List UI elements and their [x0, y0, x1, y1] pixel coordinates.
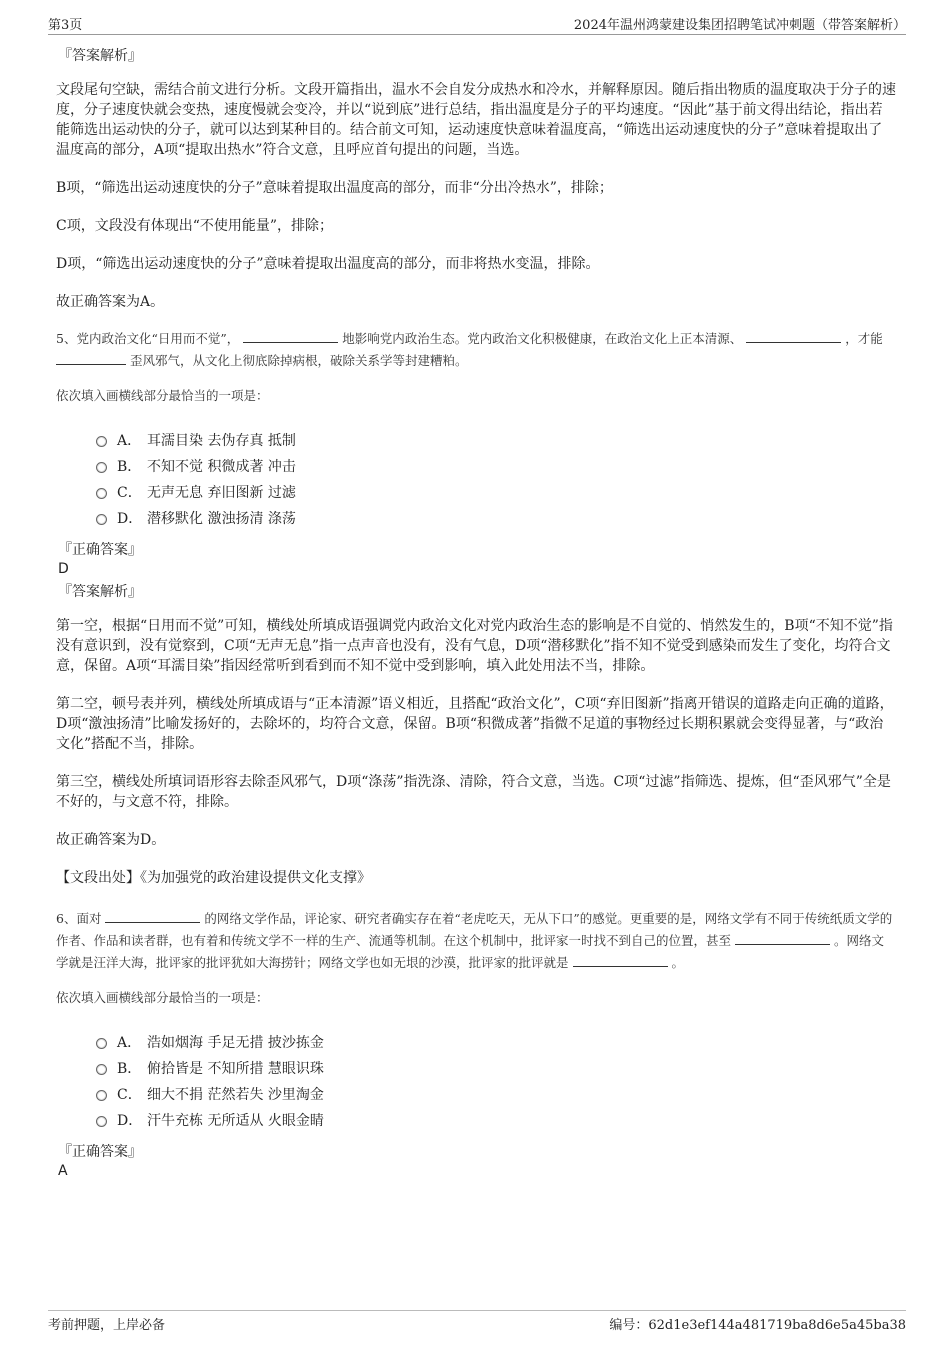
- radio-icon[interactable]: [96, 514, 107, 525]
- option-text: 汗牛充栋 无所适从 火眼金睛: [147, 1113, 324, 1129]
- radio-icon[interactable]: [96, 1064, 107, 1075]
- question-text: 。: [671, 955, 684, 970]
- analysis-label: 『答案解析』: [58, 48, 142, 64]
- radio-icon[interactable]: [96, 1038, 107, 1049]
- correct-answer-label: 『正确答案』: [58, 1144, 142, 1160]
- option-a[interactable]: [96, 428, 896, 454]
- radio-icon[interactable]: [96, 436, 107, 447]
- option-letter: C．: [117, 485, 142, 501]
- option-d[interactable]: [96, 1108, 896, 1134]
- correct-answer-label: 『正确答案』: [58, 542, 142, 558]
- option-text: 耳濡目染 去伪存真 抵制: [147, 433, 296, 449]
- document-id: 编号：62d1e3ef144a481719ba8d6e5a45ba38: [609, 1318, 906, 1333]
- question-text: 6、面对: [56, 911, 102, 926]
- document-body: [56, 46, 896, 1184]
- analysis-paragraph: 第二空，顿号表并列，横线处所填成语与“正本清源”语义相近，且搭配“政治文化”，C项“弃旧图新”指离开错误的道路走向正确的道路，D项“激浊扬清”比喻发扬好的，去除坏的，均符合文意，保留。B项“积微成著”指微不足道的事物经过长期积累就会变得显著，与“政治文化”搭配不当，排除。: [56, 696, 894, 752]
- analysis-paragraph: 文段尾句空缺，需结合前文进行分析。文段开篇指出，温水不会自发分成热水和冷水，并解释原因。随后指出物质的温度取决于分子的速度，分子速度快就会变热，速度慢就会变冷，并以“说到底”进行总结，指出温度是分子的平均速度。“因此”基于前文得出结论，指出若能筛选出运动快的分子，就可以达到某种目的。结合前文可知，运动速度快意味着温度高，“筛选出运动速度快的分子”意味着提取出了温度高的部分，A项“提取出热水”符合文意，且呼应首句提出的问题，当选。: [56, 82, 896, 158]
- question-5-options: [96, 428, 896, 532]
- option-text: 无声无息 弃旧图新 过滤: [147, 485, 296, 501]
- option-letter: B．: [117, 1061, 142, 1077]
- analysis-conclusion: 故正确答案为A。: [56, 294, 165, 310]
- radio-icon[interactable]: [96, 488, 107, 499]
- radio-icon[interactable]: [96, 1090, 107, 1101]
- page-header: [48, 12, 906, 35]
- option-letter: D．: [117, 511, 143, 527]
- question-text: 5、党内政治文化“日用而不觉”，: [56, 331, 240, 346]
- option-d[interactable]: [96, 506, 896, 532]
- footer-slogan: 考前押题，上岸必备: [48, 1318, 166, 1333]
- question-5-stem: [56, 328, 896, 372]
- question-text: 的网络文学作品，评论家、研究者确实存在着“老虎吃天，无从下口”的感觉。更重要的是，网络文学有不同于传统纸质文学的作者、作品和读者群，也有着和传统文学不一样的生产、流通等机制。在这个机制中，批评家一时找不到自己的位置，甚至: [56, 911, 893, 948]
- document-title: 2024年温州鸿蒙建设集团招聘笔试冲刺题（带答案解析）: [573, 18, 906, 33]
- correct-answer: A: [58, 1163, 68, 1179]
- option-b[interactable]: [96, 1056, 896, 1082]
- fill-blank: [56, 352, 126, 365]
- fill-blank: [105, 910, 200, 923]
- analysis-paragraph: C项，文段没有体现出“不使用能量”，排除；: [56, 218, 334, 234]
- page-footer: [48, 1310, 906, 1336]
- fill-blank: [243, 330, 338, 343]
- question-text: ，才能: [845, 331, 883, 346]
- correct-answer: D: [58, 561, 69, 577]
- analysis-paragraph: 第三空，横线处所填词语形容去除歪风邪气，D项“涤荡”指洗涤、清除，符合文意，当选。C项“过滤”指筛选、提炼，但“歪风邪气”全是不好的，与文意不符，排除。: [56, 774, 891, 810]
- option-text: 细大不捐 茫然若失 沙里淘金: [147, 1087, 324, 1103]
- option-letter: D．: [117, 1113, 143, 1129]
- analysis-label: 『答案解析』: [58, 584, 142, 600]
- fill-blank: [573, 954, 668, 967]
- fill-blank: [746, 330, 841, 343]
- question-text: 。网络文学就是汪洋大海，批评家的批评犹如大海捞针；网络文学也如无垠的沙漠，批评家的批评就是: [56, 933, 884, 970]
- option-c[interactable]: [96, 1082, 896, 1108]
- question-text: 地影响党内政治生态。党内政治文化积极健康，在政治文化上正本清源、: [342, 331, 743, 346]
- option-text: 俯拾皆是 不知所措 慧眼识珠: [147, 1061, 324, 1077]
- option-letter: A．: [117, 433, 142, 449]
- question-prompt: 依次填入画横线部分最恰当的一项是：: [56, 990, 269, 1005]
- analysis-paragraph: 第一空，根据“日用而不觉”可知，横线处所填成语强调党内政治文化对党内政治生态的影响是不自觉的、悄然发生的，B项“不知不觉”指没有意识到，没有觉察到，C项“无声无息”指一点声音也没有，没有气息，D项“潜移默化”指不知不觉受到感染而发生了变化，均符合文意，保留。A项“耳濡目染”指因经常听到看到而不知不觉中受到影响，填入此处用法不当，排除。: [56, 618, 893, 674]
- analysis-conclusion: 故正确答案为D。: [56, 832, 166, 848]
- radio-icon[interactable]: [96, 1116, 107, 1127]
- option-letter: C．: [117, 1087, 142, 1103]
- radio-icon[interactable]: [96, 462, 107, 473]
- option-c[interactable]: [96, 480, 896, 506]
- fill-blank: [735, 932, 830, 945]
- option-text: 潜移默化 激浊扬清 涤荡: [147, 511, 296, 527]
- analysis-paragraph: D项，“筛选出运动速度快的分子”意味着提取出温度高的部分，而非将热水变温，排除。: [56, 256, 600, 272]
- option-b[interactable]: [96, 454, 896, 480]
- option-letter: A．: [117, 1035, 142, 1051]
- option-text: 浩如烟海 手足无措 披沙拣金: [147, 1035, 324, 1051]
- question-prompt: 依次填入画横线部分最恰当的一项是：: [56, 388, 269, 403]
- question-6-options: [96, 1030, 896, 1134]
- analysis-paragraph: B项，“筛选出运动速度快的分子”意味着提取出温度高的部分，而非“分出冷热水”，排除；: [56, 180, 613, 196]
- option-letter: B．: [117, 459, 142, 475]
- question-text: 歪风邪气，从文化上彻底除掉病根，破除关系学等封建糟粕。: [129, 353, 468, 368]
- option-text: 不知不觉 积微成著 冲击: [147, 459, 296, 475]
- page-number: 第3页: [48, 18, 83, 33]
- option-a[interactable]: [96, 1030, 896, 1056]
- question-6-stem: [56, 908, 896, 974]
- passage-source: 【文段出处】《为加强党的政治建设提供文化支撑》: [56, 870, 371, 886]
